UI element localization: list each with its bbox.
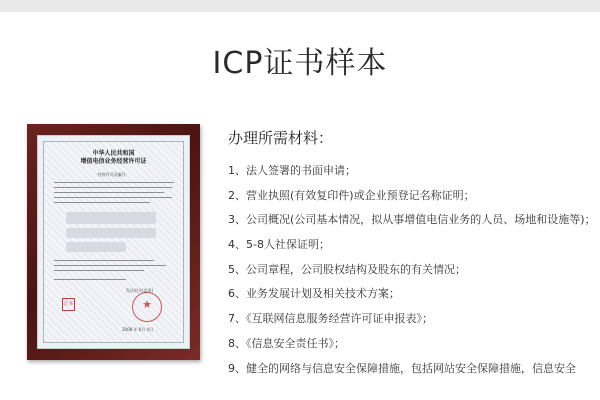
certificate-issuer: 发证机关(盖章) xyxy=(126,288,154,293)
material-item: 5、公司章程，公司股权结构及股东的有关情况； xyxy=(228,262,466,276)
material-item: 9、健全的网络与信息安全保障措施，包括网站安全保障措施，信息安全 xyxy=(228,361,576,375)
certificate-text-line xyxy=(54,197,172,198)
certificate-text-line xyxy=(54,279,126,280)
material-item: 2、营业执照(有效复印件)或企业预登记名称证明； xyxy=(228,188,475,202)
certificate-title-line2: 增值电信业务经营许可证 xyxy=(80,158,147,165)
certificate-border xyxy=(43,141,184,343)
certificate-stamp: 正本 xyxy=(62,298,75,311)
materials-heading: 办理所需材料： xyxy=(228,129,334,147)
certificate-text-line xyxy=(54,187,172,188)
top-band xyxy=(0,0,600,12)
certificate-date: 2008 年 6月 4日 xyxy=(122,327,154,332)
material-item: 7、《互联网信息服务经营许可证申报表》； xyxy=(228,312,433,326)
material-item: 8、《信息安全责任书》； xyxy=(228,336,345,350)
certificate-title xyxy=(44,150,183,166)
certificate-paper xyxy=(37,135,190,349)
certificate-text-line xyxy=(54,202,150,203)
certificate-number-label: 经营许可证编号： xyxy=(97,172,130,177)
materials-list xyxy=(228,128,598,381)
redacted-field xyxy=(66,228,156,238)
certificate-text-line xyxy=(54,265,166,266)
redacted-field xyxy=(66,212,156,224)
material-item: 3、公司概况(公司基本情况，拟从事增值电信业务的人员、场地和设施等)； xyxy=(228,213,596,227)
certificate-title-line1: 中华人民共和国 xyxy=(92,150,135,157)
material-item: 6、业务发展计划及相关技术方案； xyxy=(228,287,400,301)
certificate-text-line xyxy=(54,270,144,271)
certificate-text-line xyxy=(54,192,164,193)
page-title: ICP证书样本 xyxy=(212,46,388,81)
seal-star-icon: ★ xyxy=(142,298,152,311)
certificate-image xyxy=(27,124,200,360)
certificate-text-line xyxy=(54,182,174,183)
redacted-field xyxy=(66,242,126,252)
material-item: 4、5-8人社保证明； xyxy=(228,238,330,252)
official-seal xyxy=(132,292,162,322)
material-item: 1、法人签署的书面申请； xyxy=(228,164,356,177)
certificate-text-line xyxy=(54,260,154,261)
